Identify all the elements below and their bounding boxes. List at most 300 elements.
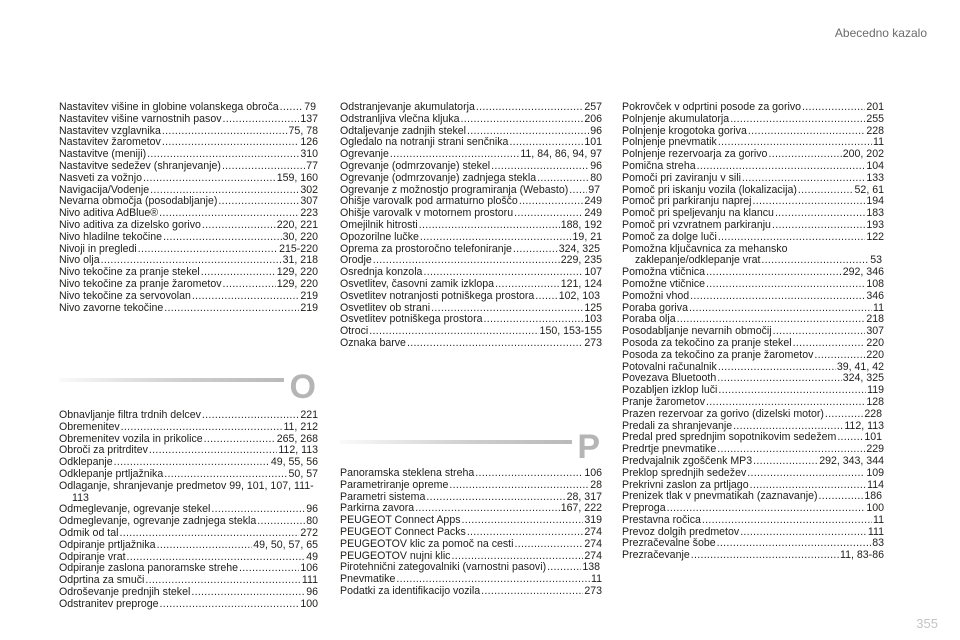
index-entry-text: Nivo tekočine za pranje stekel (59, 267, 200, 279)
dot-leader (519, 196, 583, 208)
index-entry-text: Odpiranje vrat (59, 551, 126, 563)
index-entry (340, 326, 602, 338)
dot-leader (706, 267, 842, 279)
index-entry-page: 52, 61 (854, 184, 884, 196)
dot-leader (717, 444, 865, 456)
index-entry-page: 100 (300, 598, 318, 610)
index-entry-text: Pomožna vtičnica (622, 267, 706, 279)
dot-leader (407, 338, 583, 350)
index-entry-text: Nastavitev višine varnostnih pasov (59, 113, 222, 125)
index-entry-page: 274 (584, 538, 602, 550)
dot-leader (750, 480, 867, 492)
index-entry-page: 50, 57 (288, 468, 318, 480)
index-entry (622, 114, 884, 126)
dot-leader (373, 255, 560, 267)
dot-leader (461, 114, 584, 126)
dot-leader (114, 457, 270, 469)
index-entry-page: 274 (584, 550, 602, 562)
index-entry-text: Nasveti za vožnjo (59, 172, 143, 184)
dot-leader (202, 220, 276, 232)
dot-leader (157, 540, 253, 552)
index-entry-text: Nivo olja (59, 255, 100, 267)
index-entry (59, 173, 318, 185)
index-entry (340, 149, 602, 161)
index-entry (59, 102, 318, 114)
index-entry-text: Ogrevanje (odmrzovanje) zadnjega stekla (340, 172, 537, 184)
index-entry-page: 106 (584, 468, 602, 479)
index-entry (622, 279, 884, 291)
dot-leader (257, 516, 305, 528)
index-entry (59, 185, 318, 197)
dot-leader (451, 551, 583, 563)
dot-leader (747, 468, 865, 480)
index-entry-page: 193 (866, 219, 884, 231)
index-entry-page: 292, 346 (842, 267, 884, 279)
dot-leader (748, 126, 865, 138)
index-entry-page: 107 (584, 267, 602, 279)
index-entry-page: 39, 41, 42 (836, 361, 884, 373)
index-entry (622, 232, 884, 244)
index-entry (59, 575, 318, 587)
index-entry-page: 96 (590, 160, 602, 172)
index-entry (622, 102, 884, 114)
index-entry-page: 109 (866, 467, 884, 479)
index-entry-page: 101 (864, 432, 882, 444)
index-entry-page: 108 (866, 278, 884, 290)
index-entry-page: 265, 268 (276, 433, 318, 445)
index-entry-text: Pnevmatike (340, 574, 396, 586)
index-entry (340, 492, 602, 504)
dot-leader (814, 350, 865, 362)
index-entry-page: 122 (866, 231, 884, 243)
index-entry (622, 515, 884, 527)
index-entry-text: Pomožni vhod (622, 290, 690, 302)
index-entry (59, 255, 318, 267)
index-entry (622, 362, 884, 374)
dot-leader (706, 397, 865, 409)
index-entry-text: Navigacija/Vodenje (59, 184, 150, 196)
dot-leader (717, 373, 842, 385)
index-entry-page: 249 (584, 208, 602, 220)
index-entry-page: 150, 153-155 (539, 326, 602, 338)
dot-leader (514, 539, 583, 551)
dot-leader (753, 456, 818, 468)
index-entry-text: Odstranjevanje akumulatorja (340, 102, 475, 113)
index-entry (622, 503, 884, 515)
index-entry-text: Odmeglevanje, ogrevanje zadnjega stekla (59, 516, 257, 528)
index-entry-page: 249 (584, 196, 602, 208)
index-entry-text: Pomoč pri parkiranju naprej (622, 196, 752, 208)
dot-leader (163, 232, 282, 244)
index-entry (622, 550, 884, 562)
index-entry (59, 587, 318, 599)
index-entry (340, 161, 602, 173)
index-entry-page: 83 (872, 538, 884, 550)
index-entry (622, 161, 884, 173)
index-entry-page: 310 (300, 149, 318, 161)
index-entry (340, 291, 602, 303)
dot-leader (537, 173, 589, 185)
index-entry-text: Pomožna ključavnica za mehansko zaklepanje/odklepanje vrat (622, 243, 788, 267)
index-entry (622, 480, 884, 492)
index-entry (59, 303, 318, 315)
index-entry (59, 528, 318, 540)
index-entry-page: 183 (866, 208, 884, 220)
dot-leader (467, 527, 584, 539)
index-entry-page: 188, 192 (560, 219, 602, 231)
index-entry-page: 103 (584, 314, 602, 326)
dot-leader (476, 102, 583, 114)
index-entry-page: 96 (306, 586, 318, 598)
index-entry (622, 126, 884, 138)
dot-leader (547, 562, 581, 574)
dot-leader (121, 422, 283, 434)
section-divider-bar (59, 378, 284, 382)
index-entry-text: PEUGEOTOV nujni klic (340, 550, 451, 562)
index-entry (340, 173, 602, 185)
index-entry (59, 445, 318, 457)
index-entry-text: Polnjenje rezervoarja za gorivo (622, 149, 768, 161)
dot-leader (467, 126, 589, 138)
dot-leader (740, 527, 867, 539)
index-entry (59, 540, 318, 552)
index-entry (622, 220, 884, 232)
index-entry-text: Posoda za tekočino za pranje stekel (622, 337, 792, 349)
index-entry (340, 314, 602, 326)
index-entry-text: Odklepanje (59, 457, 113, 469)
index-entry-text: Povezava Bluetooth (622, 373, 717, 385)
index-entry (622, 185, 884, 197)
index-entry-text: Osvetlitev ob strani (340, 302, 431, 314)
index-entry (622, 350, 884, 362)
index-entry-text: PEUGEOTOV klic za pomoč na cesti (340, 538, 514, 550)
index-entry-page: 307 (300, 196, 318, 208)
index-entry (59, 516, 318, 528)
index-entry-text: Preproga (622, 503, 666, 515)
index-entry-text: Prekrivni zaslon za prtljago (622, 479, 749, 491)
index-entry-page: 111 (867, 526, 884, 538)
index-entry (59, 279, 318, 291)
dot-leader (211, 504, 305, 516)
index-entry-text: PEUGEOT Connect Apps (340, 515, 461, 527)
dot-leader (423, 267, 583, 279)
index-entry-text: Odmeglevanje, ogrevanje stekel (59, 504, 211, 516)
index-entry-page: 101 (584, 137, 602, 149)
dot-leader (535, 291, 557, 303)
index-entry (622, 137, 884, 149)
dot-leader (159, 208, 299, 220)
index-entry-text: Omejilnik hitrosti (340, 219, 418, 231)
index-entry (622, 421, 884, 433)
index-entry (59, 220, 318, 232)
index-entry (59, 599, 318, 611)
index-entry-text: Ogledalo na notranji strani senčnika (340, 137, 509, 149)
index-entry-page: 201 (866, 102, 884, 113)
index-entry-text: Orodje (340, 255, 372, 267)
index-entry-page: 11 (873, 137, 884, 149)
dot-leader (514, 208, 583, 220)
index-entry-text: Predvajalnik zgoščenk MP3 (622, 455, 753, 467)
index-entry (59, 434, 318, 446)
index-entry (622, 173, 884, 185)
dot-leader (164, 303, 299, 315)
index-entry-text: Nastavitve sedežev (shranjevanje) (59, 160, 221, 172)
index-entry-page: 49, 50, 57, 65 (253, 539, 318, 551)
index-entry-text: Nivo zavorne tekočine (59, 302, 164, 314)
index-entry-page: 319 (584, 515, 602, 527)
index-entry-page: 121, 124 (560, 278, 602, 290)
index-entry-text: Prezračevanje (622, 550, 690, 562)
index-entry-page: 125 (584, 302, 602, 314)
index-entry-page: 104 (866, 160, 884, 172)
index-entry (59, 457, 318, 469)
index-entry-text: Preklop sprednjih sedežev (622, 467, 747, 479)
index-entry-text: Parametriranje opreme (340, 479, 449, 491)
index-entry-text: Parametri sistema (340, 491, 426, 503)
index-entry-text: Pokrovček v odprtini posode za gorivo (622, 102, 802, 113)
index-entry-text: Osrednja konzola (340, 267, 423, 279)
index-entry-page: 77 (306, 160, 318, 172)
index-entry-text: Osvetlitev notranjosti potniškega prostora (340, 290, 535, 302)
index-entry-page: 80 (306, 516, 318, 528)
index-entry (59, 481, 318, 505)
dot-leader (677, 314, 866, 326)
index-entry (340, 137, 602, 149)
index-entry-page: 112, 113 (844, 420, 884, 432)
index-entry-text: Parkirna zavora (340, 503, 415, 515)
dot-leader (119, 528, 299, 540)
dot-leader (481, 586, 583, 598)
index-entry-text: Predali za shranjevanje (622, 420, 733, 432)
dot-leader (733, 421, 843, 433)
index-entry-text: Pomožne vtičnice (622, 278, 706, 290)
index-entry-text: Nastavitev žarometov (59, 137, 161, 149)
index-entry-page: 11, 84, 86, 94, 97 (520, 149, 602, 161)
index-entry (622, 149, 884, 161)
index-entry (59, 126, 318, 138)
index-entry (340, 574, 602, 586)
index-entry (622, 468, 884, 480)
index-entry (622, 432, 884, 444)
index-entry (340, 527, 602, 539)
dot-leader (718, 137, 872, 149)
index-entry-page: 200, 202 (842, 149, 884, 161)
index-entry-text: Pozabljen izklop luči (622, 385, 718, 397)
index-entry-text: Oprema za prostoročno telefoniranje (340, 243, 512, 255)
section-header-o (59, 370, 318, 406)
dot-leader (702, 515, 872, 527)
index-entry-text: Opozorilne lučke (340, 231, 419, 243)
index-entry-text: Nivo hladilne tekočine (59, 231, 163, 243)
index-entry-page: 11 (873, 514, 884, 526)
index-entry-page: 223 (300, 208, 318, 220)
index-entry (59, 208, 318, 220)
dot-leader (718, 232, 866, 244)
index-section-o-list (59, 410, 318, 611)
dot-leader (717, 538, 872, 550)
section-divider-bar (340, 440, 572, 444)
index-entry (340, 114, 602, 126)
index-entry-text: Nivo tekočine za pranje žarometov (59, 278, 222, 290)
index-entry (59, 244, 318, 256)
index-entry-page: 75, 78 (288, 125, 318, 137)
index-entry-page: 137 (300, 113, 318, 125)
index-entry-text: Odpiranje prtljažnika (59, 539, 156, 551)
index-entry-text: Ogrevanje (odmrzovanje) stekel (340, 160, 491, 172)
index-entry (59, 552, 318, 564)
dot-leader (768, 149, 841, 161)
index-entry-text: Odtaljevanje zadnjih stekel (340, 125, 467, 137)
index-entry (622, 444, 884, 456)
index-entry (340, 102, 602, 114)
index-entry-page: 159, 160 (276, 172, 318, 184)
index-entry-page: 273 (584, 585, 602, 597)
dot-leader (138, 244, 278, 256)
index-entry-page: 97 (588, 184, 600, 196)
index-entry-page: 194 (866, 196, 884, 208)
index-entry-page: 11 (591, 574, 602, 586)
dot-leader (420, 232, 572, 244)
dot-leader (509, 137, 583, 149)
dot-leader (761, 255, 869, 267)
index-entry (340, 255, 602, 267)
index-entry-page: 229 (866, 444, 884, 456)
index-entry-text: Odprtina za smuči (59, 575, 145, 587)
index-entry-page: 346 (866, 290, 884, 302)
index-entry-text: Oznaka barve (340, 337, 406, 349)
index-entry-page: 106 (300, 563, 318, 575)
dot-leader (191, 587, 305, 599)
index-entry-page: 30, 220 (282, 231, 318, 243)
index-entry (340, 515, 602, 527)
index-entry (622, 491, 884, 503)
index-entry (622, 208, 884, 220)
dot-leader (706, 279, 865, 291)
index-entry (340, 126, 602, 138)
index-entry-text: Panoramska steklena streha (340, 468, 475, 479)
index-entry (622, 527, 884, 539)
index-entry-page: 324, 325 (842, 373, 884, 385)
index-entry-page: 228 (866, 125, 884, 137)
index-entry (622, 314, 884, 326)
index-entry-text: Polnjenje krogotoka goriva (622, 125, 747, 137)
dot-leader (147, 149, 299, 161)
index-entry-text: Prevoz dolgih predmetov (622, 526, 740, 538)
dot-leader (718, 362, 836, 374)
dot-leader (218, 196, 299, 208)
index-entry-page: 220 (866, 337, 884, 349)
index-entry-text: Nivo aditiva za dizelsko gorivo (59, 219, 201, 231)
index-entry-page: 31, 218 (282, 255, 318, 267)
index-entry-text: Nivoji in pregledi (59, 243, 137, 255)
index-entry-text: Prazen rezervoar za gorivo (dizelski motor) (622, 408, 824, 420)
index-entry-text: Pomoč za dolge luči (622, 231, 717, 243)
dot-leader (449, 480, 589, 492)
dot-leader (718, 385, 866, 397)
index-entry-text: Pomoč pri vzvratnem parkiranju (622, 219, 771, 231)
index-entry (340, 586, 602, 598)
dot-leader (162, 137, 299, 149)
index-entry (59, 422, 318, 434)
index-entry-page: 215-220 (279, 243, 318, 255)
index-entry-text: Pirotehnični zategovalniki (varnostni pasovi) (340, 562, 547, 574)
dot-leader (802, 102, 865, 114)
dot-leader (772, 220, 865, 232)
index-entry (340, 244, 602, 256)
index-entry-page: 11, 212 (283, 421, 318, 433)
dot-leader (730, 114, 865, 126)
index-entry-text: Pomoč pri iskanju vozila (lokalizacija) (622, 184, 797, 196)
index-entry-page: 186 (864, 491, 882, 503)
index-entry-text: Poraba goriva (622, 302, 688, 314)
index-entry-page: 307 (866, 326, 884, 338)
index-entry (59, 563, 318, 575)
index-entry-text: Nevarna območja (posodabljanje) (59, 196, 218, 208)
index-entry-page: 28 (590, 479, 602, 491)
index-entry (340, 279, 602, 291)
index-entry-page: 219 (300, 290, 318, 302)
index-entry-page: 257 (584, 102, 602, 113)
index-entry-text: Otroci (340, 326, 369, 338)
dot-leader (775, 208, 865, 220)
dot-leader (819, 491, 864, 503)
index-entry-page: 100 (866, 503, 884, 515)
index-entry (622, 338, 884, 350)
index-entry (59, 196, 318, 208)
index-entry-text: Odklepanje prtljažnika (59, 468, 164, 480)
index-entry (59, 267, 318, 279)
index-entry-text: Nastavitve (meniji) (59, 149, 147, 161)
index-entry-text: Odpiranje zaslona panoramske strehe (59, 563, 239, 575)
index-entry-page: 220 (866, 349, 884, 361)
index-entry (59, 469, 318, 481)
index-entry-page: 324, 325 (558, 243, 600, 255)
index-column-1 (59, 102, 318, 314)
dot-leader (697, 161, 866, 173)
index-entry-text: Pomoč pri speljevanju na klancu (622, 208, 774, 220)
dot-leader (162, 126, 288, 138)
index-entry (622, 397, 884, 409)
index-entry (59, 114, 318, 126)
dot-leader (160, 599, 300, 611)
dot-leader (667, 503, 866, 515)
index-entry-page: 96 (306, 504, 318, 516)
index-entry-text: Predrtje pnevmatike (622, 444, 717, 456)
dot-leader (431, 303, 583, 315)
index-entry (622, 409, 884, 421)
dot-leader (127, 552, 306, 564)
index-entry-page: 114 (867, 479, 884, 491)
index-entry (59, 137, 318, 149)
index-entry (622, 456, 884, 468)
dot-leader (280, 102, 304, 114)
index-entry-text: Odroševanje prednjih stekel (59, 586, 191, 598)
index-entry-text: Prezračevalne šobe (622, 538, 716, 550)
index-entry (622, 326, 884, 338)
index-entry (340, 539, 602, 551)
index-entry-text: Nastavitev vzglavnika (59, 125, 161, 137)
index-entry (59, 291, 318, 303)
index-entry-page: 28, 317 (566, 491, 602, 503)
index-entry-page: 49, 55, 56 (270, 457, 318, 469)
index-entry (622, 373, 884, 385)
index-entry-page: 11 (873, 302, 884, 314)
index-entry-page: 220, 221 (276, 219, 318, 231)
index-entry-text: Nivo tekočine za servovolan (59, 290, 191, 302)
dot-leader (569, 185, 587, 197)
dot-leader (689, 303, 872, 315)
index-entry-text: Obremenitev vozila in prikolice (59, 433, 203, 445)
